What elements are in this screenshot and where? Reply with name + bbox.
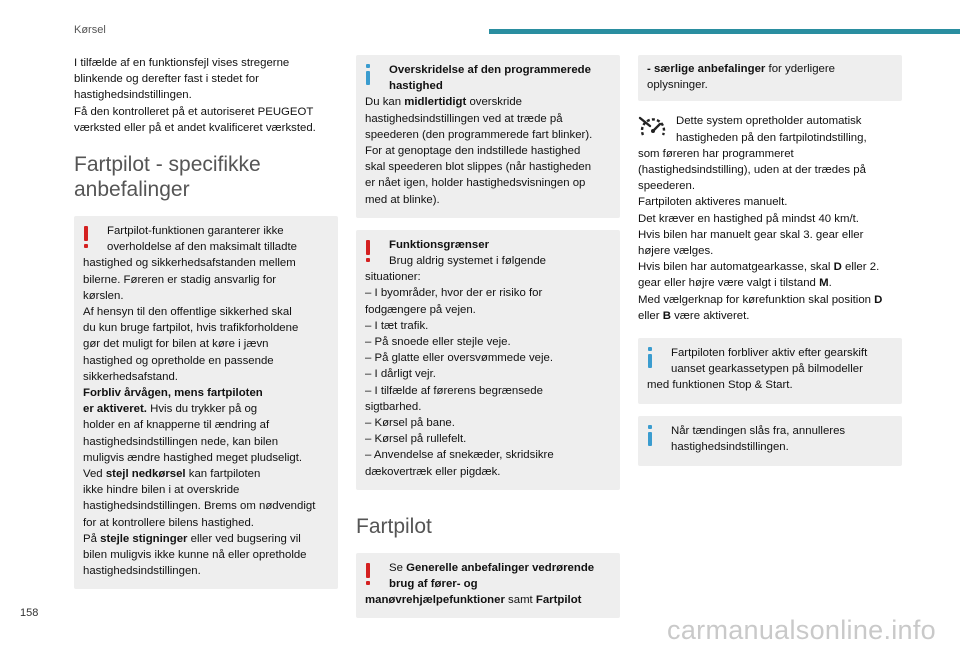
text-line: dækovertræk eller pigdæk. [365, 465, 501, 478]
bold-text: brug af fører- og [389, 578, 478, 591]
text-line: hastighed og sikkerhedsafstanden mellem [83, 257, 296, 270]
text-span: På [83, 532, 101, 545]
text-span: overskride [466, 96, 522, 109]
text-line: – På glatte eller oversvømmede veje. [365, 352, 554, 365]
text-line: holder en af knapperne til ændring af [83, 419, 270, 432]
bold-text: midlertidigt [404, 96, 467, 109]
text-line: gør det muligt for bilen at køre i jævn [83, 338, 269, 351]
text-line: Dette system opretholder automatisk [676, 115, 862, 128]
text-line: for at kontrollere bilens hastighed. [83, 516, 254, 529]
text-line: I tilfælde af en funktionsfejl vises stregerne [74, 57, 290, 69]
text-line: speederen. [638, 180, 695, 193]
column-1 [74, 55, 338, 601]
text-line: – Kørsel på rullefelt. [365, 433, 467, 446]
text-line: hastighedsindstillingen. [671, 440, 789, 453]
continued-box [638, 55, 902, 101]
intro-paragraph [74, 55, 338, 136]
text-line: overholdelse af den maksimalt tilladte [107, 241, 297, 254]
text-span: gear eller højre være valgt i tilstand [638, 277, 820, 290]
text-line: speederen (den programmerede fart blinker). [365, 128, 593, 141]
text-line: Få den kontrolleret på et autoriseret PEUGEOT [74, 105, 314, 118]
system-description [638, 113, 902, 324]
watermark: carmanualsonline.info [667, 614, 936, 645]
text-line: sigtbarhed. [365, 400, 422, 413]
column-2 [356, 55, 620, 630]
text-line: – I tæt trafik. [365, 319, 429, 332]
bold-text: stejle stigninger [100, 532, 188, 545]
box-title: Overskridelse af den programmerede [389, 64, 591, 76]
text-line: Når tændingen slås fra, annulleres [671, 424, 846, 437]
text-span: eller ved bugsering vil [187, 532, 301, 545]
text-line: fodgængere på vejen. [365, 303, 476, 316]
text-line: Det kræver en hastighed på mindst 40 km/t. [638, 212, 859, 225]
warning-icon [366, 563, 370, 578]
bold-text: D [874, 293, 883, 306]
text-line: hastighedsindstillingen nede, kan bilen [83, 435, 279, 448]
section-heading-fartpilot: Fartpilot [356, 514, 432, 538]
text-line: hastighedsindstillingen ved at træde på [365, 112, 563, 125]
text-line: blinkende og derefter fast i stedet for [74, 73, 259, 86]
warning-icon [84, 226, 88, 241]
info-box-ignition [638, 416, 902, 466]
text-line: Hvis bilen har manuelt gear skal 3. gear eller [638, 228, 864, 241]
section-title: Kørsel [74, 24, 106, 36]
text-line: højere vælges. [638, 245, 714, 258]
bold-text: Fartpilot [535, 594, 582, 607]
bold-text: Forbliv årvågen, mens fartpiloten [83, 387, 263, 400]
text-line: bilen muligvis ikke kunne nå eller opretholde [83, 549, 307, 562]
text-line: som føreren har programmeret [638, 147, 794, 160]
text-span: Hvis du trykker på og [146, 403, 258, 416]
bold-text: er aktiveret. [83, 403, 147, 416]
text-line: Af hensyn til den offentlige sikkerhed skal [83, 306, 292, 319]
text-line: oplysninger. [647, 79, 708, 92]
info-icon [366, 64, 370, 68]
text-line: med funktionen Stop & Start. [647, 379, 793, 392]
text-line: hastighedsindstillingen. [74, 89, 192, 102]
text-line: skal speederen blot slippes (når hastigheden [365, 161, 592, 174]
text-span: Ved [83, 468, 106, 481]
info-icon [648, 347, 652, 351]
text-line: – I byområder, hvor der er risiko for [365, 287, 543, 300]
text-span: kan fartpiloten [185, 468, 261, 481]
text-span: for yderligere [765, 63, 836, 75]
heading-line: Fartpilot - specifikke [74, 153, 261, 177]
text-line: Brug aldrig systemet i følgende [389, 255, 547, 268]
text-line: er nået igen, holder hastighedsvisningen op [365, 177, 586, 190]
text-line: – På snoede eller stejle veje. [365, 336, 511, 349]
text-line: Fartpilot-funktionen garanterer ikke [107, 225, 284, 238]
bold-text: manøvrehjælpefunktioner [365, 594, 505, 607]
text-line: du kun bruge fartpilot, hvis trafikforholdene [83, 322, 299, 335]
text-line: – Anvendelse af snekæder, skridsikre [365, 449, 554, 462]
info-box-stop-start [638, 338, 902, 404]
text-line: hastighed og opretholde en passende [83, 354, 274, 367]
warning-box-see [356, 553, 620, 619]
text-span: Med vælgerknap for kørefunktion skal position [638, 293, 875, 306]
text-line: bilerne. Føreren er stadig ansvarlig for [83, 273, 277, 286]
text-line: uanset gearkassetypen på bilmodeller [671, 363, 863, 376]
box-title: Funktionsgrænser [389, 238, 489, 251]
header-accent-bar [489, 29, 960, 34]
text-line: – Kørsel på bane. [365, 417, 455, 430]
text-line: ikke hindre bilen i at overskride [83, 484, 240, 497]
text-span: eller 2. [841, 261, 880, 274]
text-line: hastighedsindstillingen. [83, 565, 201, 578]
bold-text: D [833, 261, 842, 274]
speedometer-icon [638, 115, 668, 143]
text-span: Hvis bilen har automatgearkasse, skal [638, 261, 834, 274]
warning-icon [366, 240, 370, 255]
text-line: – I tilfælde af førerens begrænsede [365, 384, 543, 397]
text-span: være aktiveret. [670, 309, 750, 322]
text-line: situationer: [365, 271, 421, 284]
text-line: med at blinke). [365, 193, 440, 206]
text-line: kørslen. [83, 289, 124, 302]
info-icon [648, 425, 652, 429]
text-line: Fartpiloten aktiveres manuelt. [638, 196, 788, 209]
box-title: hastighed [389, 80, 443, 93]
bold-text: B [662, 309, 671, 322]
heading-line: anbefalinger [74, 178, 190, 202]
text-line: værksted eller på et andet kvalificeret værksted. [74, 121, 316, 134]
text-span: . [828, 277, 832, 290]
bold-text: Generelle anbefalinger vedrørende [406, 561, 595, 574]
text-span: eller [638, 309, 663, 322]
text-line: Fartpiloten forbliver aktiv efter gearskift [671, 347, 868, 360]
column-3 [638, 55, 902, 478]
text-span: samt [504, 594, 536, 607]
section-heading [74, 152, 338, 202]
text-line: (hastighedsindstilling), uden at der trædes på [638, 164, 866, 177]
warning-box [74, 216, 338, 589]
text-line: hastigheden på den fartpilotindstilling, [676, 131, 867, 144]
text-span: Se [389, 561, 407, 574]
text-line: sikkerhedsafstand. [83, 370, 178, 383]
info-box-overskridelse [356, 55, 620, 218]
page-number: 158 [20, 607, 39, 619]
text-line: – I dårligt vejr. [365, 368, 436, 381]
bold-text: - særlige anbefalinger [647, 63, 766, 75]
bold-text: M [819, 277, 829, 290]
text-line: hastighedsindstillingen. Brems om nødvendigt [83, 500, 316, 513]
text-line: For at genoptage den indstillede hastighed [365, 145, 581, 158]
bold-text: stejl nedkørsel [105, 468, 186, 481]
text-line: muligvis ændre hastighed meget pludseligt. [83, 451, 303, 464]
warning-box-funktionsgraenser [356, 230, 620, 490]
text-span: Du kan [365, 96, 405, 109]
